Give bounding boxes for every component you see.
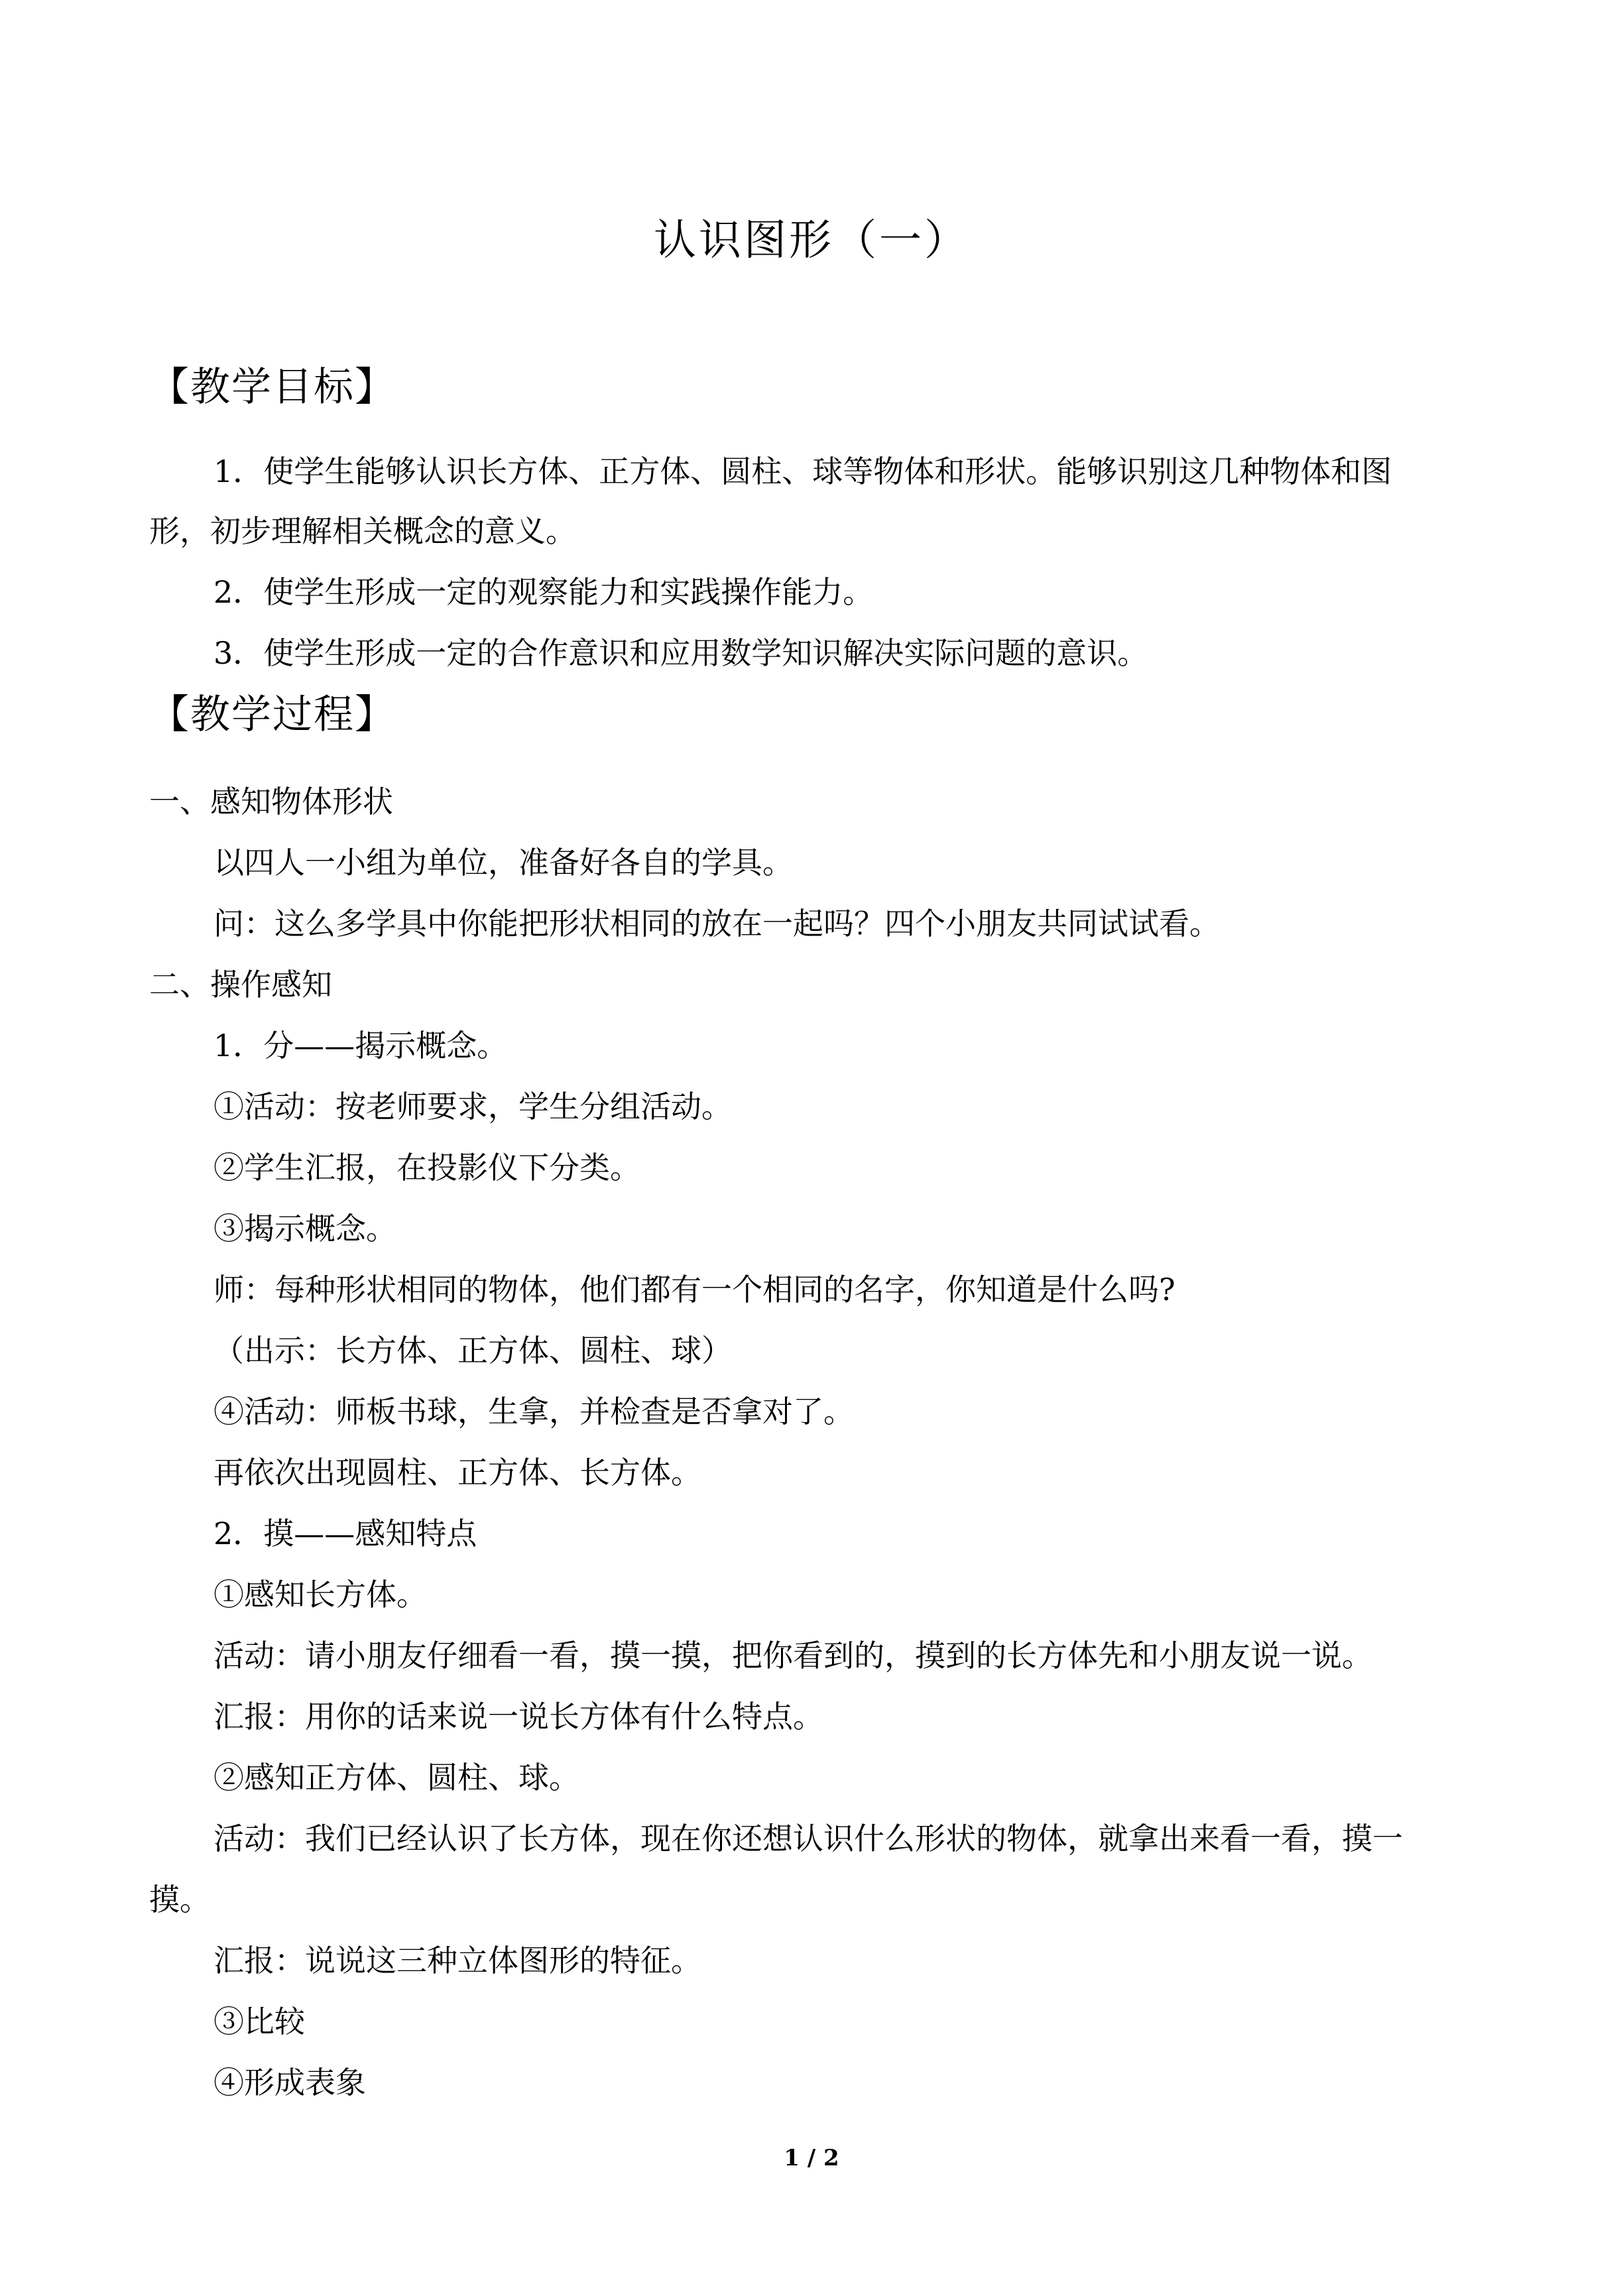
paragraph-line: 2．摸——感知特点 xyxy=(213,1516,477,1551)
paragraph-line: 汇报：用你的话来说一说长方体有什么特点。 xyxy=(213,1699,823,1734)
paragraph-line: 形，初步理解相关概念的意义。 xyxy=(149,513,576,549)
paragraph-line: 汇报：说说这三种立体图形的特征。 xyxy=(213,1943,701,1978)
paragraph-line: ②感知正方体、圆柱、球。 xyxy=(213,1760,579,1795)
paragraph-line: （出示：长方体、正方体、圆柱、球） xyxy=(213,1333,732,1368)
paragraph-line: ②学生汇报，在投影仪下分类。 xyxy=(213,1150,640,1185)
paragraph-line: 问：这么多学具中你能把形状相同的放在一起吗？四个小朋友共同试试看。 xyxy=(213,906,1220,941)
paragraph-line: ①活动：按老师要求，学生分组活动。 xyxy=(213,1089,732,1124)
paragraph-line: 师：每种形状相同的物体，他们都有一个相同的名字，你知道是什么吗? xyxy=(213,1272,1175,1307)
paragraph-line: ④形成表象 xyxy=(213,2065,366,2100)
paragraph-line: ④活动：师板书球，生拿，并检查是否拿对了。 xyxy=(213,1394,854,1429)
section-heading-process: 【教学过程】 xyxy=(149,692,396,738)
paragraph-line: 再依次出现圆柱、正方体、长方体。 xyxy=(213,1455,701,1490)
paragraph-line: 1．分——揭示概念。 xyxy=(213,1028,508,1063)
paragraph-line: 活动：请小朋友仔细看一看，摸一摸，把你看到的，摸到的长方体先和小朋友说一说。 xyxy=(213,1638,1372,1673)
paragraph-line: 1．使学生能够认识长方体、正方体、圆柱、球等物体和形状。能够识别这几种物体和图 xyxy=(213,453,1392,489)
section-subheading: 二、操作感知 xyxy=(149,967,332,1002)
page-number: 1 / 2 xyxy=(784,2145,839,2171)
paragraph-line: 以四人一小组为单位，准备好各自的学具。 xyxy=(213,845,793,880)
paragraph-line: ③揭示概念。 xyxy=(213,1211,396,1246)
document-title: 认识图形（一） xyxy=(654,216,969,265)
paragraph-line: 摸。 xyxy=(149,1882,210,1917)
section-heading-goals: 【教学目标】 xyxy=(149,364,396,410)
paragraph-line: 2．使学生形成一定的观察能力和实践操作能力。 xyxy=(213,574,874,610)
section-subheading: 一、感知物体形状 xyxy=(149,784,393,819)
paragraph-line: 3．使学生形成一定的合作意识和应用数学知识解决实际问题的意识。 xyxy=(213,635,1148,671)
paragraph-line: 活动：我们已经认识了长方体，现在你还想认识什么形状的物体，就拿出来看一看，摸一 xyxy=(213,1821,1403,1856)
paragraph-line: ①感知长方体。 xyxy=(213,1577,427,1612)
paragraph-line: ③比较 xyxy=(213,2004,305,2039)
